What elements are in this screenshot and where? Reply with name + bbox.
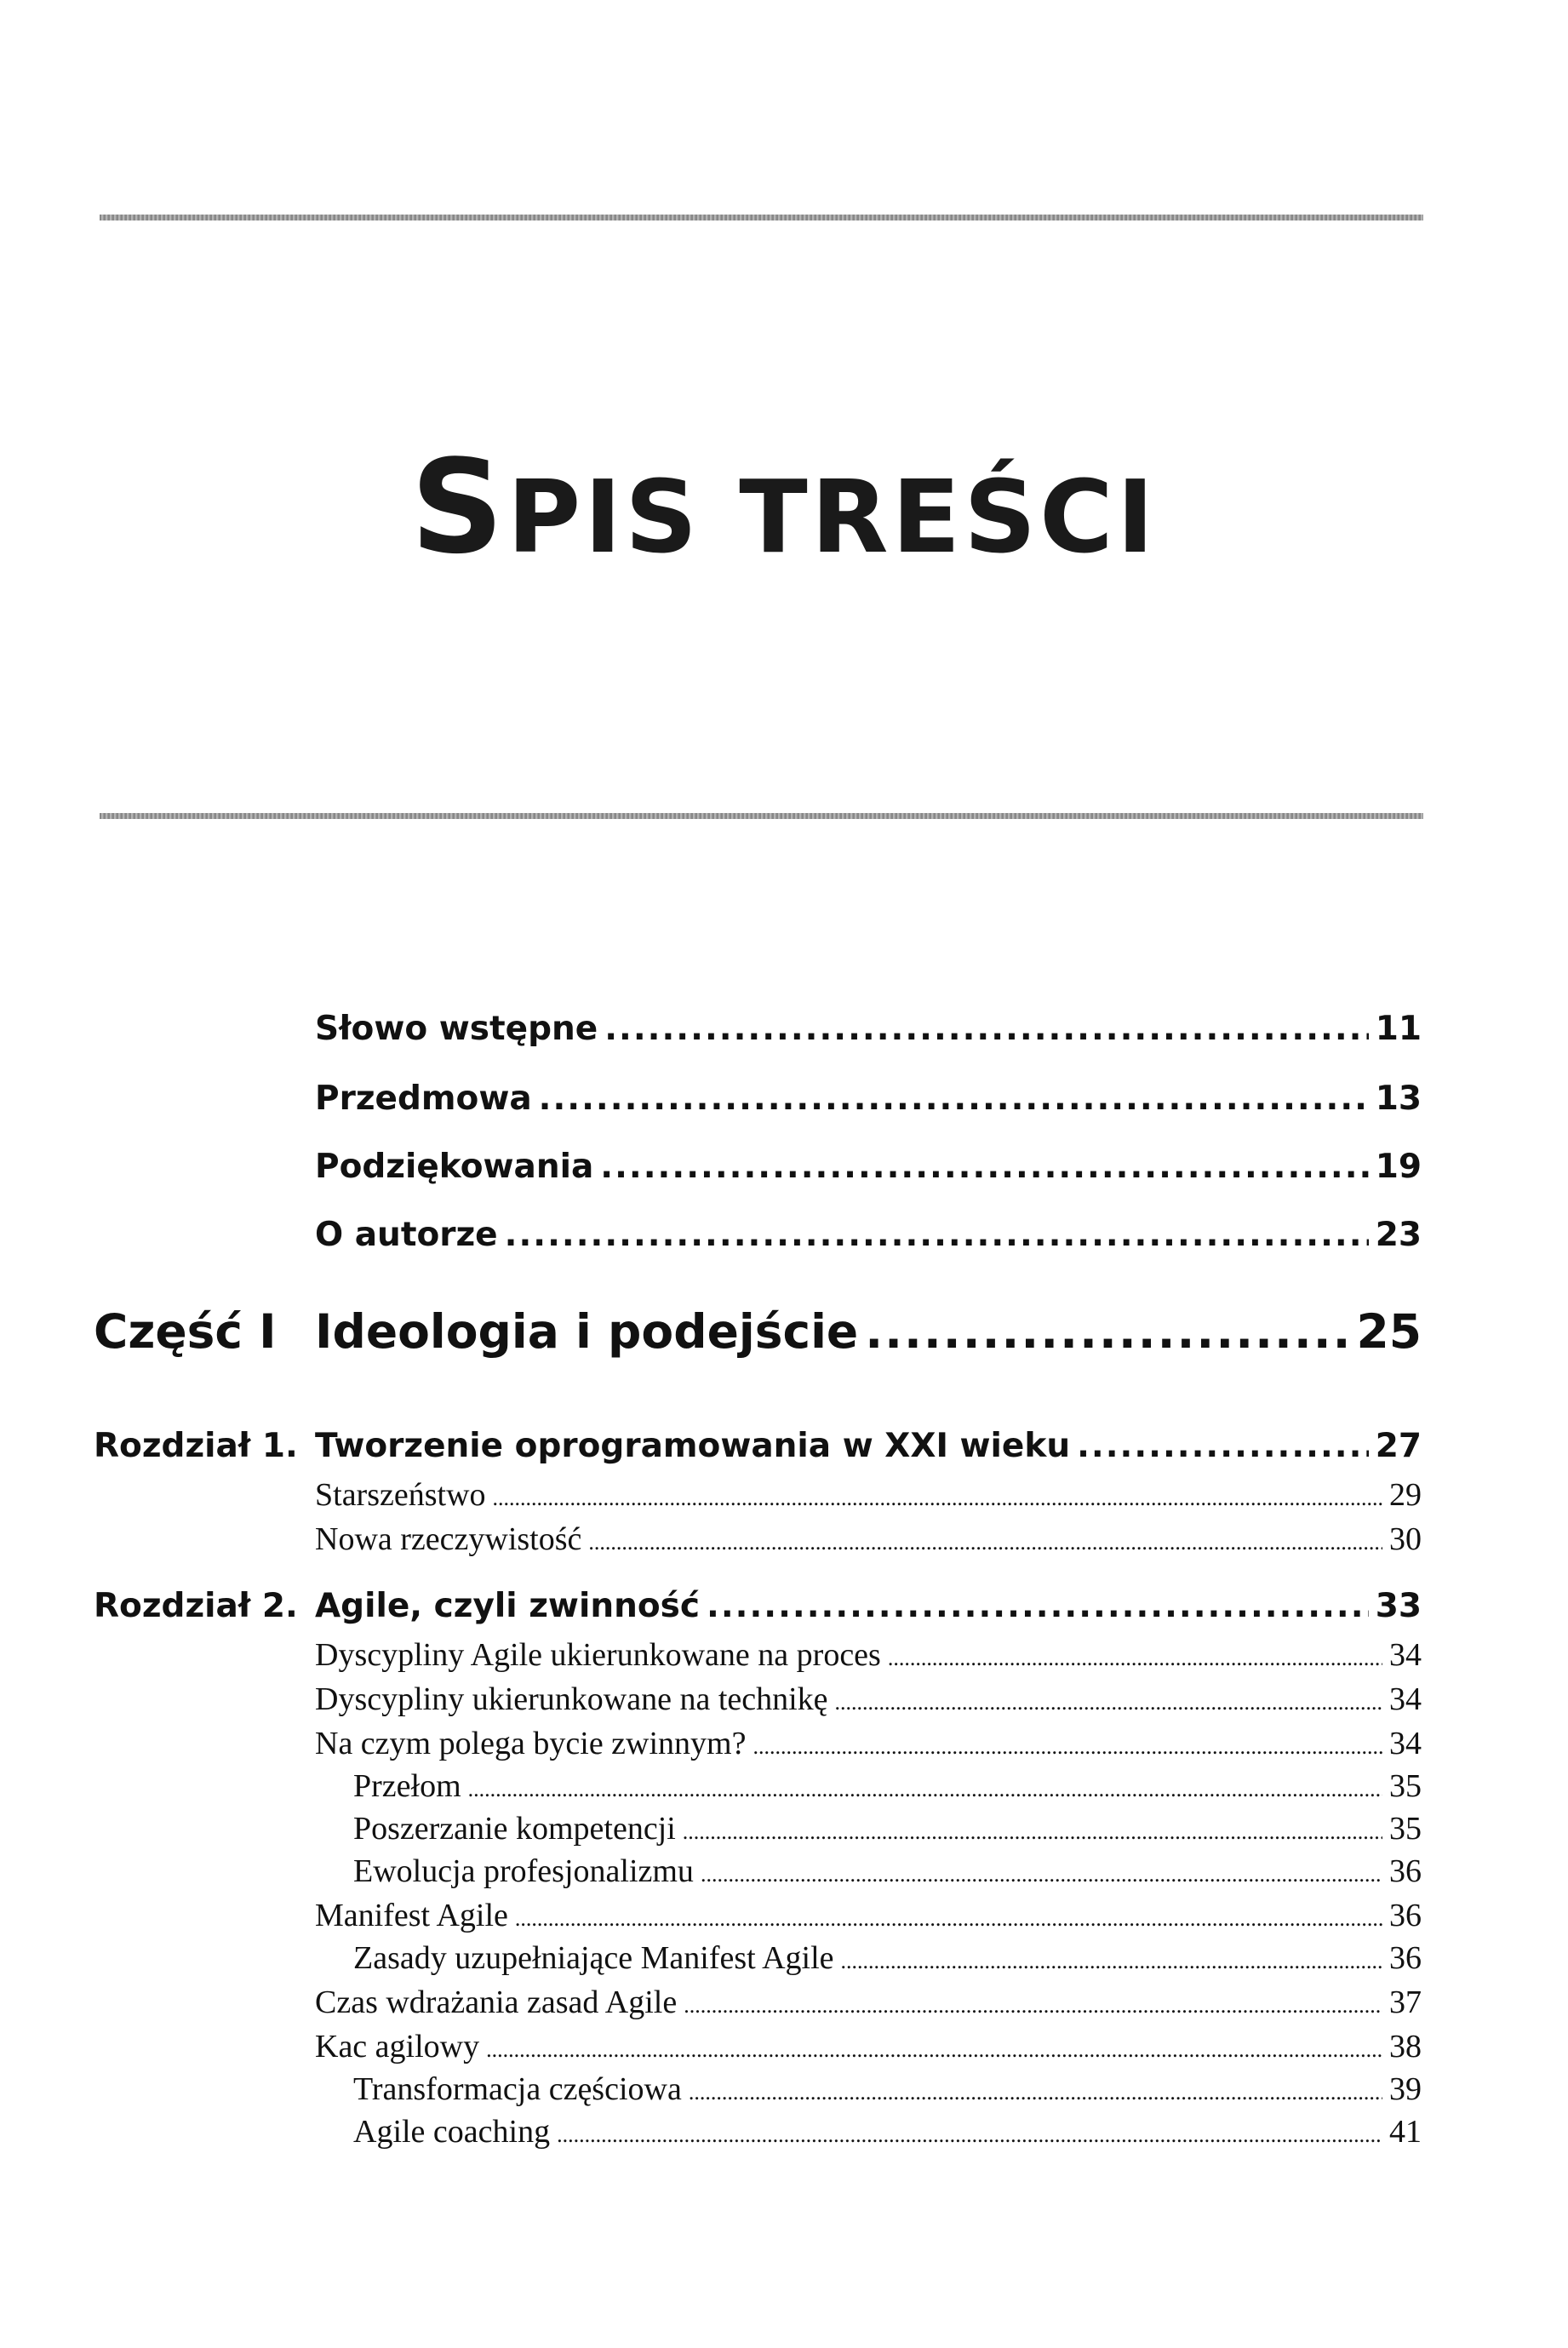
toc-leader	[707, 1587, 1369, 1625]
chapter-label: Rozdział 2.	[94, 1587, 298, 1625]
toc-section[interactable]	[315, 1897, 1422, 1934]
toc-leader	[505, 1216, 1369, 1254]
toc-leader	[835, 1690, 1382, 1715]
toc-leader	[515, 1906, 1382, 1932]
toc-section-label: Dyscypliny Agile ukierunkowane na proces	[315, 1637, 881, 1673]
toc-section[interactable]	[315, 1681, 1422, 1718]
toc-leader	[683, 1819, 1382, 1845]
toc-section-page: 34	[1389, 1637, 1422, 1673]
toc-section[interactable]	[315, 1725, 1422, 1762]
toc-subsection[interactable]	[353, 1853, 1422, 1890]
toc-section-label: Transformacja częściowa	[353, 2071, 682, 2107]
toc-section-page: 35	[1389, 1768, 1422, 1804]
toc-entry-page: 19	[1375, 1148, 1422, 1186]
toc-section-label: Nowa rzeczywistość	[315, 1521, 582, 1557]
toc-entry-page: 25	[1356, 1304, 1422, 1359]
top-rule	[100, 215, 1423, 220]
toc-section-page: 35	[1389, 1811, 1422, 1847]
toc-leader	[493, 1486, 1382, 1511]
toc-entry-slowo-wstepne[interactable]	[315, 1010, 1422, 1048]
toc-leader	[588, 1530, 1382, 1555]
toc-section[interactable]	[315, 1984, 1422, 2021]
toc-section-page: 36	[1389, 1898, 1422, 1933]
toc-section-page: 38	[1389, 2029, 1422, 2065]
toc-leader	[689, 2080, 1382, 2105]
bottom-rule	[100, 813, 1423, 819]
toc-entry-podziekowania[interactable]	[315, 1148, 1422, 1186]
toc-section-label: Dyscypliny ukierunkowane na technikę	[315, 1681, 828, 1717]
toc-leader	[604, 1010, 1368, 1048]
toc-section-label: Poszerzanie kompetencji	[353, 1811, 676, 1847]
toc-subsection[interactable]	[353, 1810, 1422, 1847]
toc-leader	[1077, 1427, 1369, 1465]
toc-section[interactable]	[315, 2028, 1422, 2065]
toc-entry-label: Przedmowa	[315, 1080, 532, 1118]
toc-section-page: 36	[1389, 1940, 1422, 1976]
toc-subsection[interactable]	[353, 2070, 1422, 2108]
toc-entry-page: 33	[1375, 1587, 1422, 1625]
toc-subsection[interactable]	[353, 2113, 1422, 2150]
toc-leader	[539, 1080, 1369, 1118]
toc-section-label: Agile coaching	[353, 2114, 551, 2150]
title-rest: PIS TREŚCI	[506, 458, 1158, 576]
toc-leader	[888, 1646, 1382, 1671]
toc-subsection[interactable]	[353, 1939, 1422, 1977]
toc-section-label: Przełom	[353, 1768, 461, 1804]
toc-leader	[841, 1949, 1382, 1974]
toc-section-page: 30	[1389, 1521, 1422, 1557]
toc-subsection[interactable]	[353, 1767, 1422, 1805]
part-label: Część I	[94, 1304, 277, 1359]
toc-entry-przedmowa[interactable]	[315, 1080, 1422, 1118]
toc-entry-part-1[interactable]	[315, 1304, 1422, 1359]
toc-leader	[684, 1993, 1382, 2019]
toc-section-page: 41	[1389, 2114, 1422, 2150]
toc-section-page: 29	[1389, 1477, 1422, 1513]
toc-section-label: Zasady uzupełniające Manifest Agile	[353, 1940, 834, 1976]
toc-entry-page: 13	[1375, 1080, 1422, 1118]
toc-entry-label: Ideologia i podejście	[315, 1304, 859, 1359]
toc-section[interactable]	[315, 1636, 1422, 1674]
toc-leader	[600, 1148, 1368, 1186]
toc-entry-label: Tworzenie oprogramowania w XXI wieku	[315, 1427, 1071, 1465]
toc-entry-label: Słowo wstępne	[315, 1010, 598, 1048]
toc-entry-chapter-1[interactable]	[315, 1427, 1422, 1465]
title-initial: S	[410, 432, 507, 582]
toc-entry-label: Podziękowania	[315, 1148, 594, 1186]
toc-section-label: Manifest Agile	[315, 1898, 508, 1933]
toc-section-page: 34	[1389, 1681, 1422, 1717]
toc-section-label: Kac agilowy	[315, 2029, 480, 2065]
toc-section-page: 39	[1389, 2071, 1422, 2107]
toc-entry-label: O autorze	[315, 1216, 498, 1254]
toc-section[interactable]	[315, 1520, 1422, 1558]
toc-entry-page: 27	[1375, 1427, 1422, 1465]
toc-leader	[865, 1304, 1349, 1359]
toc-section-page: 36	[1389, 1853, 1422, 1889]
toc-section-page: 34	[1389, 1726, 1422, 1761]
toc-entry-label: Agile, czyli zwinność	[315, 1587, 700, 1625]
chapter-label: Rozdział 1.	[94, 1427, 298, 1465]
toc-section-label: Czas wdrażania zasad Agile	[315, 1984, 678, 2020]
toc-section-label: Na czym polega bycie zwinnym?	[315, 1726, 747, 1761]
toc-section-label: Ewolucja profesjonalizmu	[353, 1853, 694, 1889]
toc-leader	[701, 1862, 1382, 1887]
toc-entry-o-autorze[interactable]	[315, 1216, 1422, 1254]
toc-leader	[557, 2122, 1382, 2148]
toc-entry-page: 11	[1375, 1010, 1422, 1048]
toc-entry-page: 23	[1375, 1216, 1422, 1254]
toc-leader	[468, 1777, 1382, 1802]
toc-leader	[753, 1734, 1382, 1760]
toc-leader	[486, 2037, 1382, 2063]
toc-section[interactable]	[315, 1476, 1422, 1514]
toc-entry-chapter-2[interactable]	[315, 1587, 1422, 1625]
toc-section-label: Starszeństwo	[315, 1477, 486, 1513]
page-title	[0, 432, 1568, 582]
toc-section-page: 37	[1389, 1984, 1422, 2020]
